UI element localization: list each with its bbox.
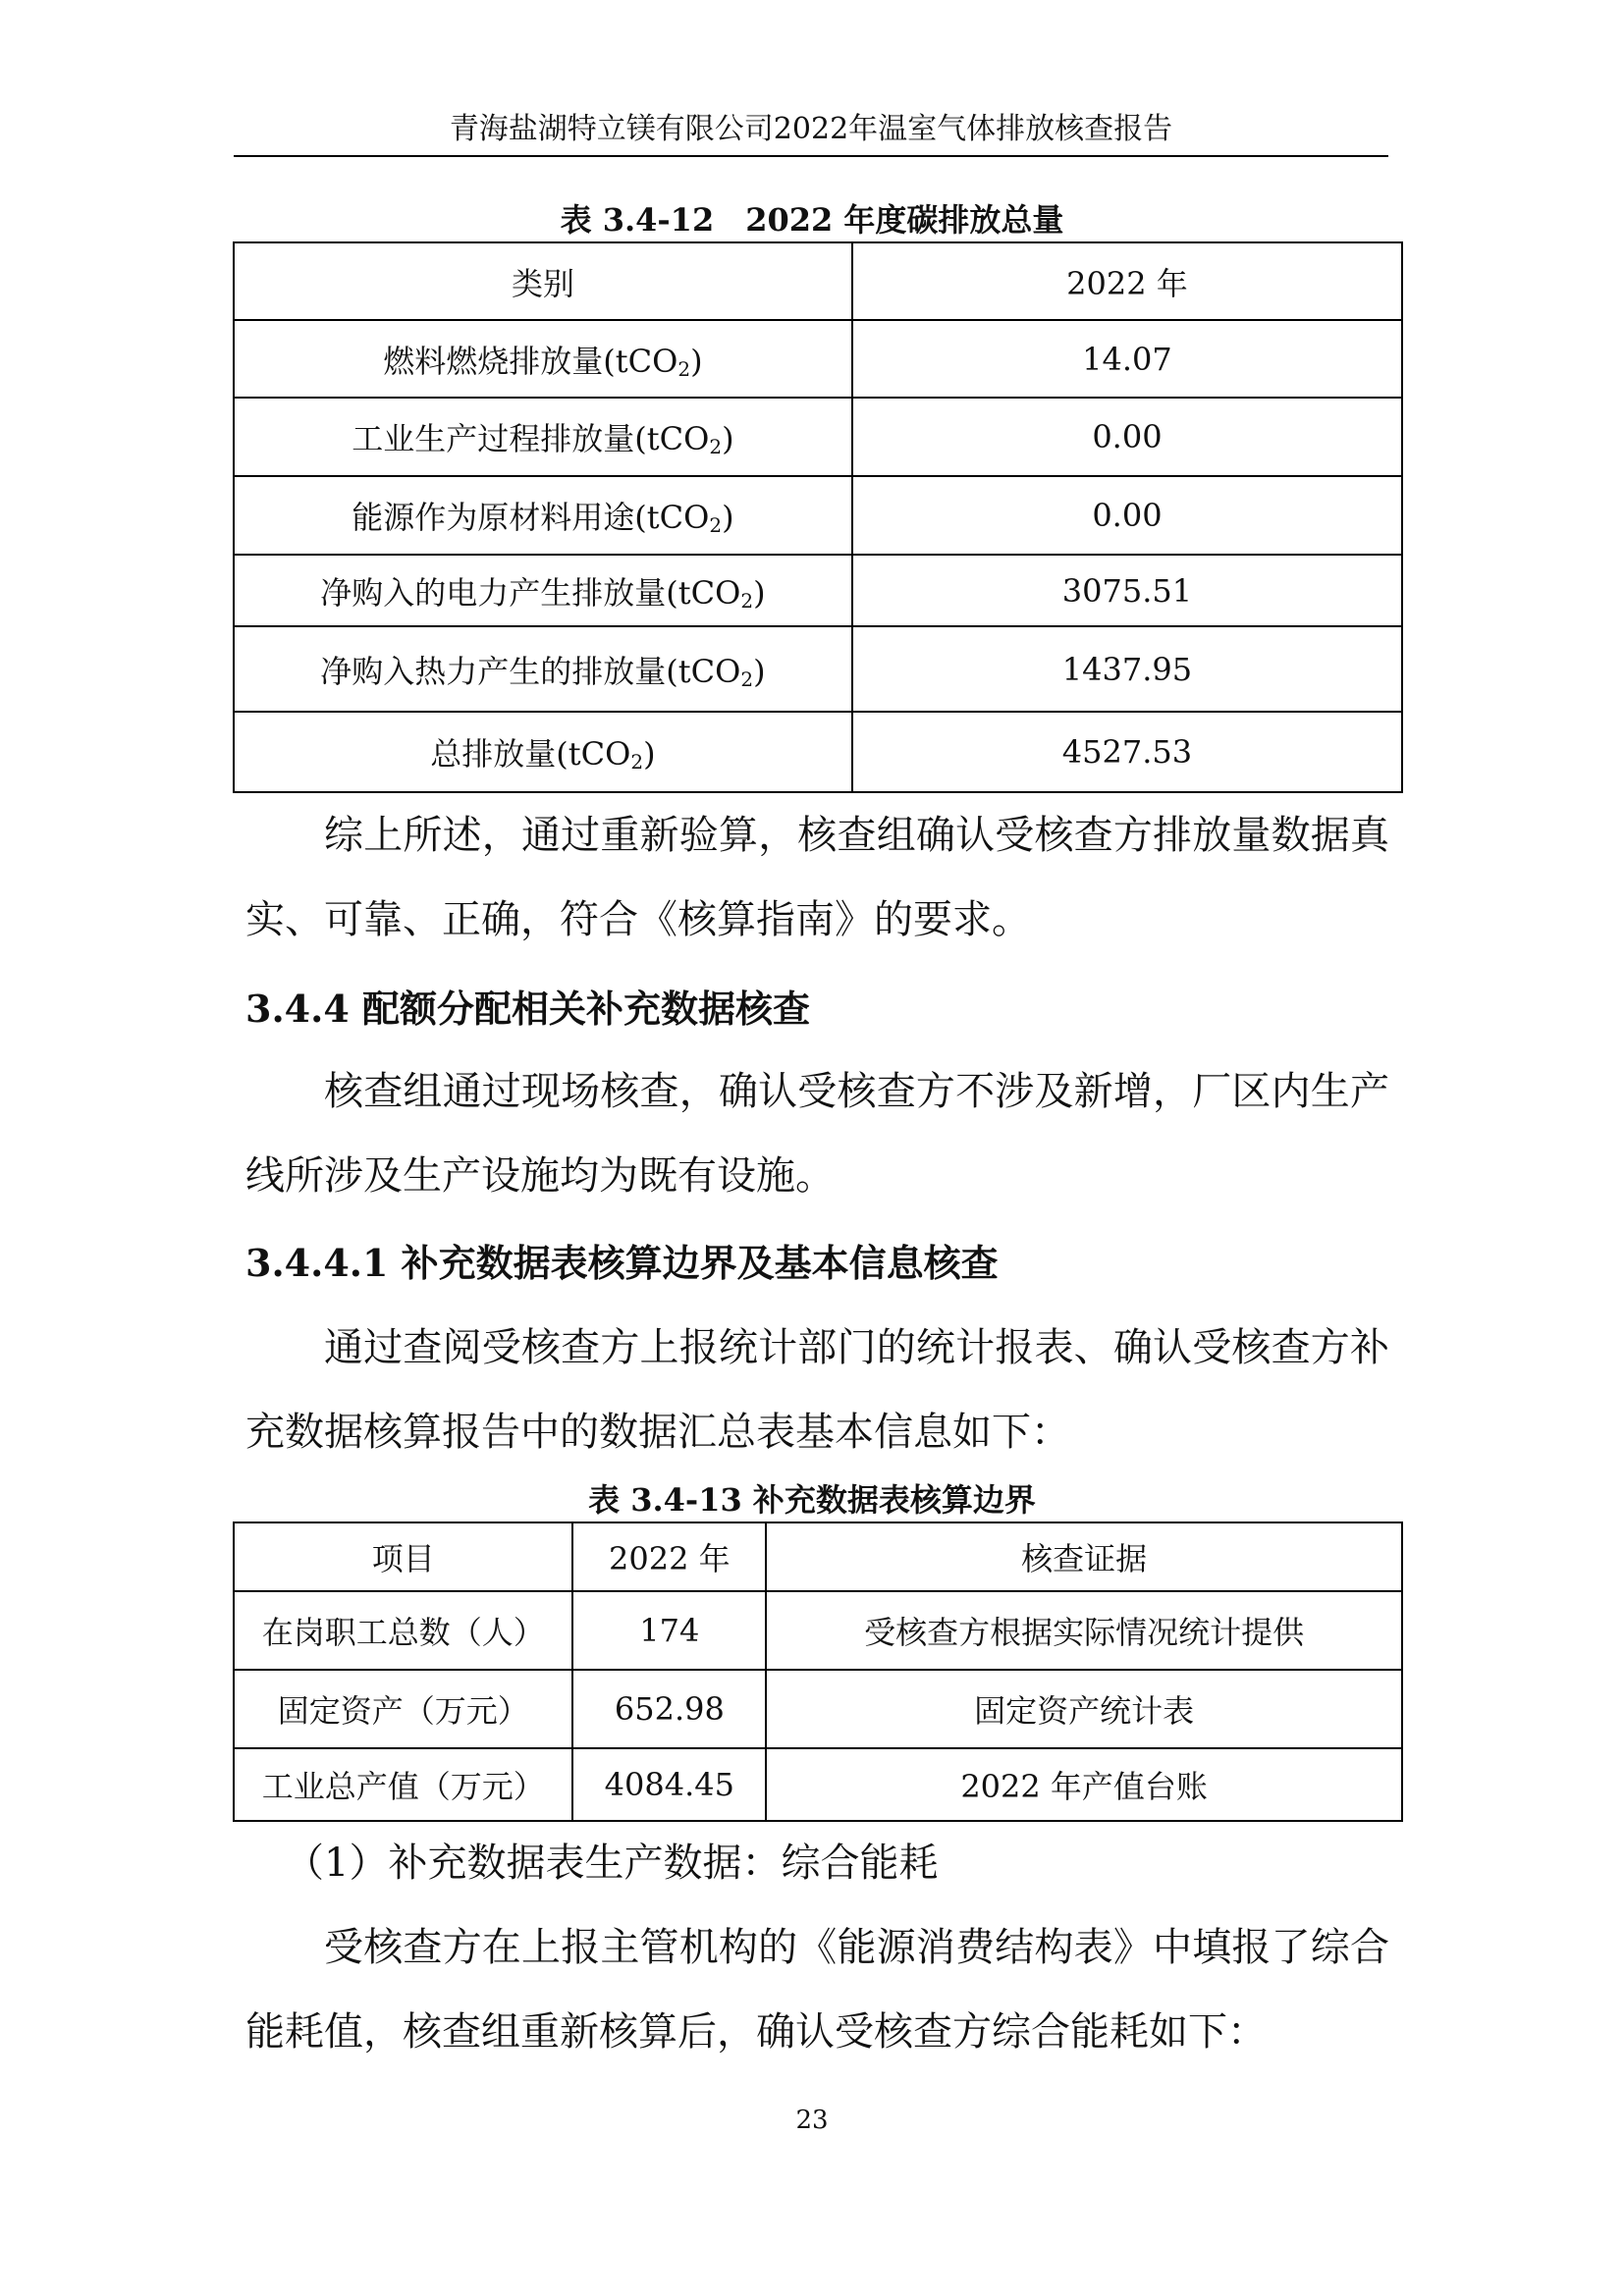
page-header: 青海盐湖特立镁有限公司2022年温室气体排放核查报告	[449, 112, 1173, 146]
row-evidence: 受核查方根据实际情况统计提供	[766, 1591, 1402, 1670]
row-evidence: 固定资产统计表	[766, 1670, 1402, 1748]
boundary-table	[233, 1522, 1403, 1822]
header-category: 类别	[234, 242, 852, 320]
table-row	[234, 626, 1402, 712]
row-value: 3075.51	[852, 555, 1402, 626]
header-year: 2022 年	[572, 1522, 766, 1591]
row-label: 能源作为原材料用途(tCO$_2$)	[234, 476, 852, 555]
row-item: 工业总产值（万元）	[234, 1748, 572, 1821]
header-rule	[234, 155, 1388, 157]
row-value: 652.98	[572, 1670, 766, 1748]
row-value: 4527.53	[852, 712, 1402, 792]
table-row	[234, 1748, 1402, 1821]
row-label: 净购入热力产生的排放量(tCO$_2$)	[234, 626, 852, 712]
table-header-row	[234, 1522, 1402, 1591]
table1-caption: 表 3.4-12 2022 年度碳排放总量	[560, 201, 1064, 239]
paragraph-energy-subtitle: （1）补充数据表生产数据：综合能耗	[285, 1841, 939, 1886]
row-value: 14.07	[852, 320, 1402, 398]
emissions-table	[233, 241, 1403, 793]
table-row	[234, 1591, 1402, 1670]
paragraph-energy-consumption: 受核查方在上报主管机构的《能源消费结构表》中填报了综合能耗值，核查组重新核算后，确认受核查方综合能耗如下：	[245, 1925, 1389, 2055]
table-row	[234, 555, 1402, 626]
row-evidence: 2022 年产值台账	[766, 1748, 1402, 1821]
table-header-row	[234, 242, 1402, 320]
header-item: 项目	[234, 1522, 572, 1591]
header-evidence: 核查证据	[766, 1522, 1402, 1591]
table-row-total	[234, 712, 1402, 792]
page-number: 23	[795, 2106, 829, 2135]
section-heading-3-4-4: 3.4.4 配额分配相关补充数据核查	[245, 987, 811, 1031]
row-label: 净购入的电力产生排放量(tCO$_2$)	[234, 555, 852, 626]
row-label: 工业生产过程排放量(tCO$_2$)	[234, 398, 852, 476]
paragraph-statistics: 通过查阅受核查方上报统计部门的统计报表、确认受核查方补充数据核算报告中的数据汇总表基本信息如下：	[245, 1325, 1389, 1455]
section-heading-3-4-4-1: 3.4.4.1 补充数据表核算边界及基本信息核查	[245, 1241, 999, 1285]
paragraph-site-check: 核查组通过现场核查，确认受核查方不涉及新增，厂区内生产线所涉及生产设施均为既有设施。	[245, 1069, 1389, 1199]
header-year: 2022 年	[852, 242, 1402, 320]
table-row	[234, 320, 1402, 398]
row-value: 0.00	[852, 476, 1402, 555]
row-item: 固定资产（万元）	[234, 1670, 572, 1748]
table-row	[234, 476, 1402, 555]
row-value: 1437.95	[852, 626, 1402, 712]
paragraph-conclusion: 综上所述，通过重新验算，核查组确认受核查方排放量数据真实、可靠、正确，符合《核算指南》的要求。	[245, 813, 1389, 942]
table2-caption: 表 3.4-13 补充数据表核算边界	[588, 1481, 1036, 1519]
row-item: 在岗职工总数（人）	[234, 1591, 572, 1670]
row-value: 0.00	[852, 398, 1402, 476]
row-value: 4084.45	[572, 1748, 766, 1821]
table-row	[234, 1670, 1402, 1748]
row-label: 燃料燃烧排放量(tCO$_2$)	[234, 320, 852, 398]
table-row	[234, 398, 1402, 476]
row-label: 总排放量(tCO$_2$)	[234, 712, 852, 792]
row-value: 174	[572, 1591, 766, 1670]
